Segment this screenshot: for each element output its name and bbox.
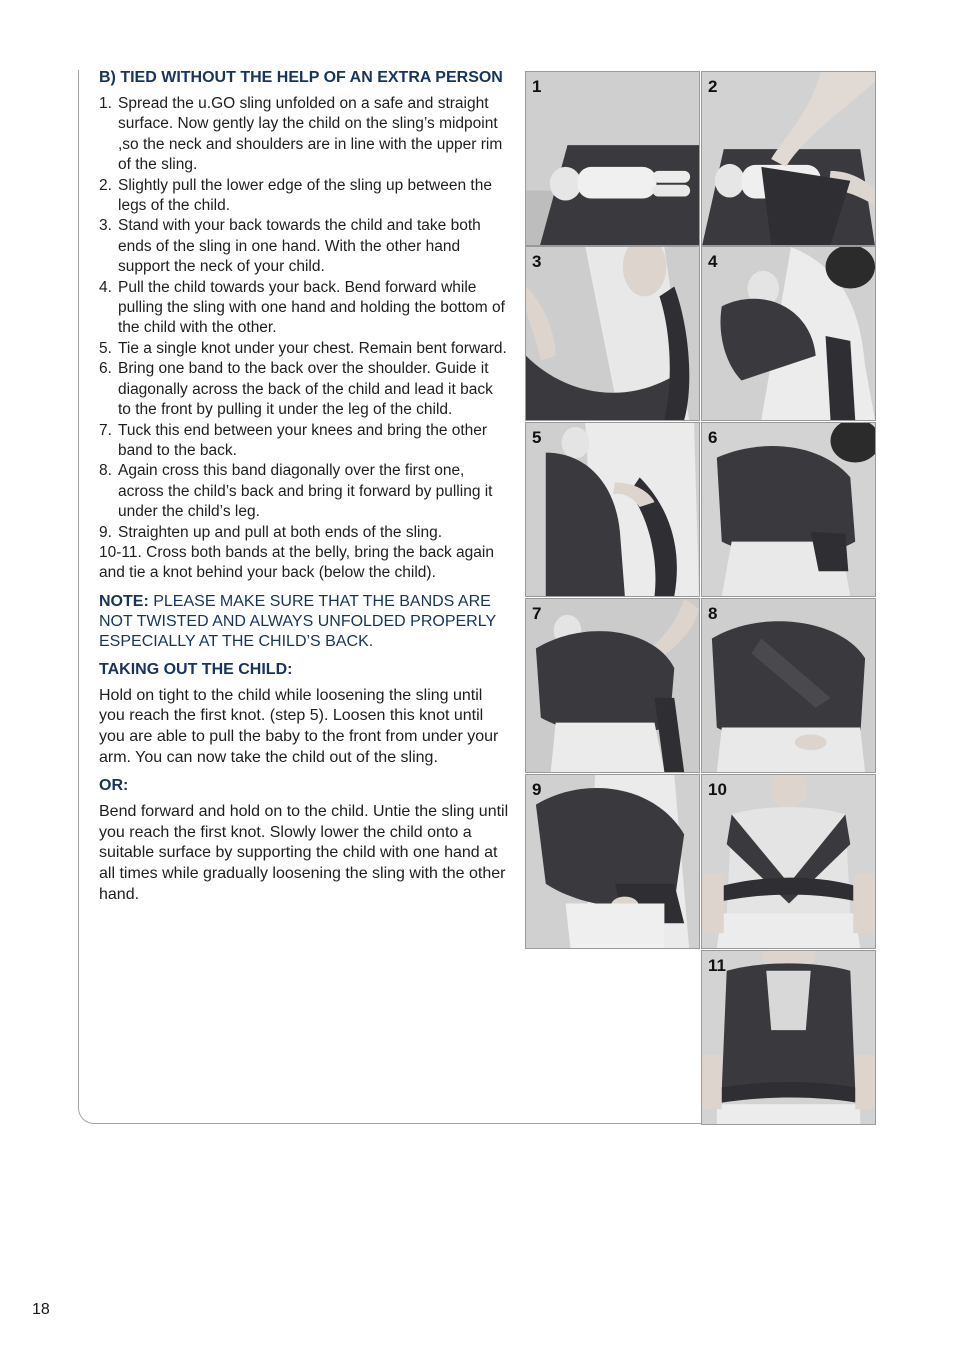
photo-11-image bbox=[702, 951, 875, 1124]
list-item: 9. Straighten up and pull at both ends of the sling. bbox=[99, 523, 443, 541]
text-column bbox=[99, 68, 509, 905]
step-list bbox=[99, 94, 509, 584]
photo-step-9 bbox=[525, 774, 700, 949]
photo-number: 9 bbox=[532, 780, 542, 799]
photo-number: 2 bbox=[708, 77, 718, 96]
photo-number: 4 bbox=[708, 252, 718, 271]
page-number: 18 bbox=[32, 1301, 50, 1318]
photo-step-5 bbox=[525, 422, 700, 597]
note-text: PLEASE MAKE SURE THAT THE BANDS ARE NOT TWISTED AND ALWAYS UNFOLDED PROPERLY ESPECIALLY AT THE CHILD’S BACK. bbox=[99, 592, 496, 650]
list-item: 8. Again cross this band diagonally over the first one, across the child’s back and bring it forward by pulling it under the child’s leg. bbox=[99, 462, 493, 521]
or-heading: OR: bbox=[99, 777, 129, 795]
taking-out-text: Hold on tight to the child while loosening the sling until you reach the first knot. (step 5). Loosen this knot until you are able to pull the baby to the front from under your arm. You can now take the child out of the sling. bbox=[99, 686, 499, 766]
photo-step-2 bbox=[701, 71, 876, 246]
photo-4-image bbox=[702, 247, 875, 420]
photo-number: 10 bbox=[708, 780, 727, 799]
photo-step-8 bbox=[701, 598, 876, 773]
list-item: 2. Slightly pull the lower edge of the sling up between the legs of the child. bbox=[99, 176, 492, 215]
note-label: NOTE: bbox=[99, 592, 149, 610]
photo-9-image bbox=[526, 775, 699, 948]
photo-7-image bbox=[526, 599, 699, 772]
photo-6-image bbox=[702, 423, 875, 596]
photo-5-image bbox=[526, 423, 699, 596]
list-item: 4. Pull the child towards your back. Bend forward while pulling the sling with one hand and holding the bottom of the child with the other. bbox=[99, 278, 505, 337]
taking-out-heading: TAKING OUT THE CHILD: bbox=[99, 660, 293, 678]
or-text: Bend forward and hold on to the child. Untie the sling until you reach the first knot. Slowly lower the child onto a suitable surface by supporting the child with one hand at all times while gradually loosening the sling with the other hand. bbox=[99, 803, 509, 903]
photo-step-1 bbox=[525, 71, 700, 246]
list-item: 1. Spread the u.GO sling unfolded on a safe and straight surface. Now gently lay the child on the sling’s midpoint ,so the neck and shoulders are in line with the upper rim of the sling. bbox=[99, 95, 503, 174]
photo-10-image bbox=[702, 775, 875, 948]
note bbox=[99, 592, 509, 652]
step-10-11-text: Cross both bands at the belly, bring the back again and tie a knot behind your back (below the child). bbox=[99, 543, 494, 582]
list-item: 5. Tie a single knot under your chest. Remain bent forward. bbox=[99, 339, 507, 357]
photo-number: 3 bbox=[532, 252, 542, 271]
photo-number: 7 bbox=[532, 604, 542, 623]
photo-number: 8 bbox=[708, 604, 718, 623]
photo-2-image bbox=[702, 72, 875, 245]
photo-3-image bbox=[526, 247, 699, 420]
photo-step-11 bbox=[701, 950, 876, 1125]
section-heading: B) TIED WITHOUT THE HELP OF AN EXTRA PERSON bbox=[99, 69, 503, 86]
photo-step-4 bbox=[701, 246, 876, 421]
photo-step-6 bbox=[701, 422, 876, 597]
photo-step-7 bbox=[525, 598, 700, 773]
photo-8-image bbox=[702, 599, 875, 772]
photo-number: 5 bbox=[532, 428, 542, 447]
photo-number: 6 bbox=[708, 428, 718, 447]
photo-step-10 bbox=[701, 774, 876, 949]
photo-step-3 bbox=[525, 246, 700, 421]
list-item: 10-11. Cross both bands at the belly, bring the back again and tie a knot behind your back (below the child). bbox=[99, 543, 494, 582]
list-item: 7. Tuck this end between your knees and bring the other band to the back. bbox=[99, 421, 488, 459]
list-item: 3. Stand with your back towards the child and take both ends of the sling in one hand. With the other hand support the neck of your child. bbox=[99, 217, 481, 276]
photo-1-image bbox=[526, 72, 699, 245]
list-item: 6. Bring one band to the back over the shoulder. Guide it diagonally across the back of the child and lead it back to the front by pulling it under the leg of the child. bbox=[99, 360, 493, 419]
photo-number: 1 bbox=[532, 77, 542, 96]
photo-number: 11 bbox=[708, 956, 726, 975]
